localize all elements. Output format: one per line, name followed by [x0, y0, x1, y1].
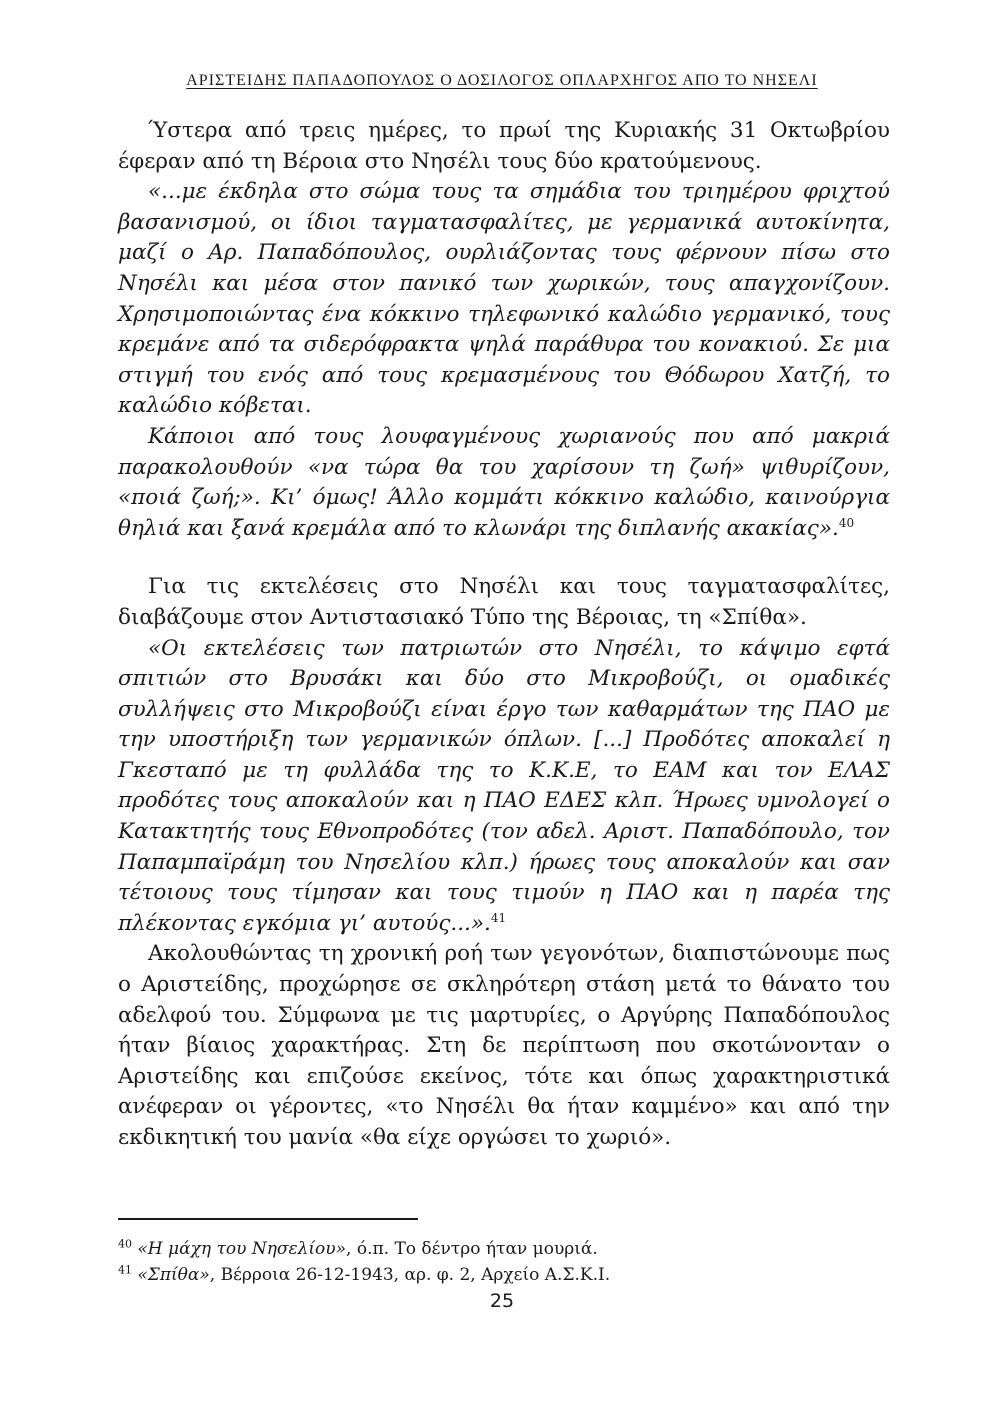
- quote-paragraph: Κάποιοι από τους λουφαγμένους χωριανούς που από μακριά παρακολουθούν «να τώρα θα του χαρίσουν τη ζωή» ψιθυρίζουν, «ποιά ζωή;». Κι’ όμως! Άλλο κομμάτι κόκκινο καλώδιο, καινούργια θηλιά και ξανά κρεμάλα από το κλωνάρι της διπλανής ακακίας».$^{40}$: [118, 423, 890, 541]
- footnote-reference: 41: [490, 910, 507, 925]
- footnote-text: , Βέρροια 26-12-1943, αρ. φ. 2, Αρχείο Α.Σ.Κ.Ι.: [209, 1265, 611, 1285]
- footnote: [118, 1262, 890, 1288]
- footnote-divider: [118, 1218, 418, 1220]
- footnote-mark: 40: [118, 1237, 132, 1251]
- body-text: [118, 116, 890, 1154]
- footnote-reference: 40: [838, 515, 855, 530]
- footnote-mark: 41: [118, 1263, 132, 1277]
- footnote: [118, 1236, 890, 1262]
- quote-paragraph: «Οι εκτελέσεις των πατριωτών στο Νησέλι, το κάψιμο εφτά σπιτιών στο Βρυσάκι και δύο στο Μικροβούζι, οι ομαδικές συλλήψεις στο Μικροβούζι είναι έργο των καθαρμάτων της ΠΑΟ με την υποστήριξη των γερμανικών όπλων. [...] Προδότες αποκαλεί η Γκεσταπό με τη φυλλάδα της το Κ.Κ.Ε, το ΕΑΜ και τον ΕΛΑΣ προδότες τους αποκαλούν και η ΠΑΟ ΕΔΕΣ κλπ. Ήρωες υμνολογεί ο Κατακτητής τους Εθνοπροδότες (τον αδελ. Αριστ. Παπαδόπουλο, τον Παπαμπαϊράμη του Νησελίου κλπ.) ήρωες τους αποκαλούν και σαν τέτοιους τους τίμησαν και τους τιμούν η ΠΑΟ και η παρέα της πλέκοντας εγκόμια γι’ αυτούς...».$^{41}$: [118, 635, 890, 936]
- footnote-source-title: «Η μάχη του Νησελίου»: [137, 1239, 347, 1259]
- footnotes: [118, 1236, 890, 1288]
- footnote-source-title: «Σπίθα»: [137, 1265, 210, 1285]
- quote-paragraph: «...με έκδηλα στο σώμα τους τα σημάδια του τριημέρου φριχτού βασανισμού, οι ίδιοι ταγματασφαλίτες, με γερμανικά αυτοκίνητα, μαζί ο Αρ. Παπαδόπουλος, ουρλιάζοντας τους φέρνουν πίσω στο Νησέλι και μέσα στον πανικό των χωρικών, τους απαγχονίζουν. Χρησιμοποιώντας ένα κόκκινο τηλεφωνικό καλώδιο γερμανικό, τους κρεμάνε από τα σιδερόφρακτα ψηλά παράθυρα του κονακιού. Σε μια στιγμή του ενός από τους κρεμασμένους του Θόδωρου Χατζή, το καλώδιο κόβεται.: [118, 179, 890, 419]
- footnote-text: , ό.π. Το δέντρο ήταν μουριά.: [346, 1239, 598, 1259]
- paragraph: Ύστερα από τρεις ημέρες, το πρωί της Κυριακής 31 Οκτωβρίου έφεραν από τη Βέροια στο Νησέλι τους δύο κρατούμενους.: [118, 118, 890, 174]
- running-head: ΑΡΙΣΤΕΙΔΗΣ ΠΑΠΑΔΟΠΟΥΛΟΣ Ο ΔΟΣΙΛΟΓΟΣ ΟΠΛΑΡΧΗΓΟΣ ΑΠΟ ΤΟ ΝΗΣΕΛΙ: [186, 72, 818, 89]
- page-number: 25: [489, 1290, 515, 1312]
- paragraph: Για τις εκτελέσεις στο Νησέλι και τους ταγματασφαλίτες, διαβάζουμε στον Αντιστασιακό Τύπο της Βέροιας, τη «Σπίθα».: [118, 574, 890, 630]
- paragraph: Ακολουθώντας τη χρονική ροή των γεγονότων, διαπιστώνουμε πως ο Αριστείδης, προχώρησε σε σκληρότερη στάση μετά το θάνατο του αδελφού του. Σύμφωνα με τις μαρτυρίες, ο Αργύρης Παπαδόπουλος ήταν βίαιος χαρακτήρας. Στη δε περίπτωση που σκοτώνονταν ο Αριστείδης και επιζούσε εκείνος, τότε και όπως χαρακτηριστικά ανέφεραν οι γέροντες, «το Νησέλι θα ήταν καμμένο» και από την εκδικητική του μανία «θα είχε οργώσει το χωριό».: [118, 941, 890, 1150]
